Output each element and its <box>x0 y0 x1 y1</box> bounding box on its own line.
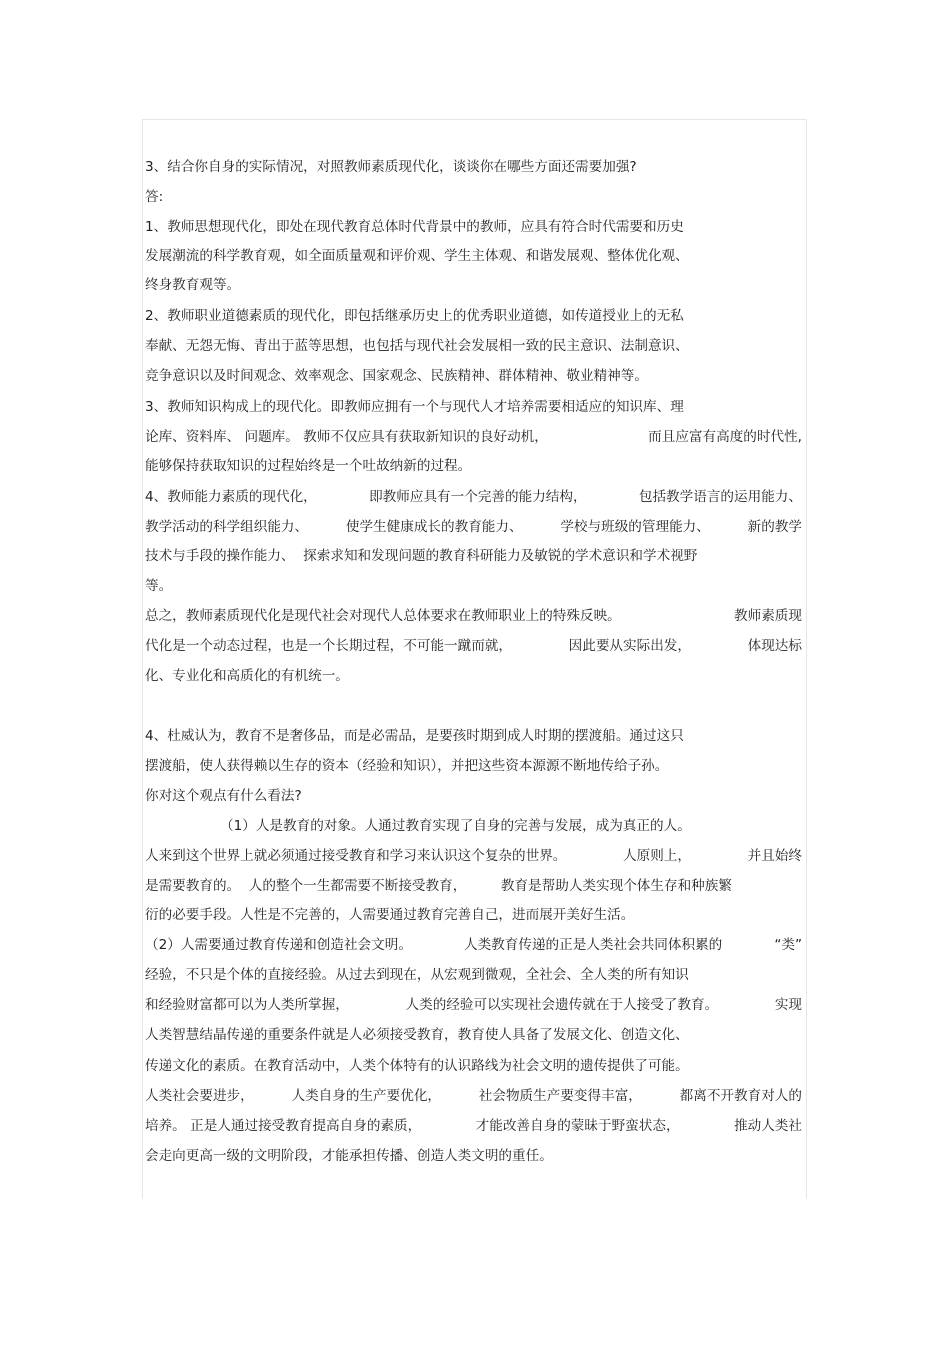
text-segment: “类” <box>774 937 802 953</box>
text-segment: 人类社会要进步， <box>145 1088 254 1104</box>
text-segment: 而且应富有高度的时代性, <box>648 429 802 445</box>
text-segment: 人类教育传递的正是人类社会共同体积累的 <box>463 937 723 953</box>
text-segment: 总之，教师素质现代化是现代社会对现代人总体要求在教师职业上的特殊反映。 <box>145 608 621 624</box>
q4-a3-line <box>145 1086 802 1106</box>
text-segment: 都离不开教育对人的 <box>679 1088 802 1104</box>
text-segment: 才能改善自身的蒙昧于野蛮状态， <box>475 1118 680 1134</box>
text-segment: 包括教学语言的运用能力、 <box>638 489 802 505</box>
text-segment: 推动人类社 <box>734 1118 802 1134</box>
text-segment: 教学活动的科学组织能力、 <box>145 519 309 535</box>
text-segment: 和经验财富都可以为人类所掌握， <box>145 997 349 1013</box>
text-segment: 人类自身的生产要优化， <box>291 1088 442 1104</box>
answer-label: 答: <box>145 189 164 205</box>
text-segment: 人原则上， <box>623 848 691 864</box>
q3-p4-line: 技术与手段的操作能力、 探索求知和发现问题的教育科研能力及敏锐的学术意识和学术视野 <box>145 548 698 564</box>
q3-summary-line <box>145 606 802 626</box>
q3-p2-line: 奉献、无怨无悔、青出于蓝等思想，也包括与现代社会发展相一致的民主意识、法制意识、 <box>145 338 689 354</box>
q4-a1-line <box>145 846 802 866</box>
text-segment: 培养。 正是人通过接受教育提高自身的素质， <box>145 1118 422 1134</box>
q4-a3-line <box>145 1116 802 1136</box>
text-segment: 即教师应具有一个完善的能力结构， <box>369 489 587 505</box>
text-segment: 4、教师能力素质的现代化， <box>145 489 317 505</box>
q4-a2-line: 经验，不只是个体的直接经验。从过去到现在，从宏观到微观，全社会、全人类的所有知识 <box>145 967 689 983</box>
question-4-line: 4、杜威认为，教育不是奢侈品，而是必需品，是要孩时期到成人时期的摆渡船。通过这只 <box>145 728 684 744</box>
text-segment: 因此要从实际出发， <box>568 638 691 654</box>
q4-a1-line: （1）人是教育的对象。人通过教育实现了自身的完善与发展，成为真正的人。 <box>220 818 691 834</box>
q3-p4-line <box>145 487 802 507</box>
q3-summary-line <box>145 636 802 656</box>
text-segment: 学校与班级的管理能力、 <box>560 519 710 535</box>
q3-p4-line <box>145 517 802 537</box>
text-segment: 教师素质现 <box>734 608 802 624</box>
q4-a1-line: 衍的必要手段。人性是不完善的，人需要通过教育完善自己，进而展开美好生活。 <box>145 907 635 923</box>
text-segment: 新的教学 <box>747 519 802 535</box>
q3-p3-line: 能够保持获取知识的过程始终是一个吐故纳新的过程。 <box>145 458 472 474</box>
q3-p3-line <box>145 427 802 447</box>
question-3: 3、结合你自身的实际情况，对照教师素质现代化，谈谈你在哪些方面还需要加强? <box>145 159 637 175</box>
q4-a2-line: 人类智慧结晶传递的重要条件就是人必须接受教育，教育使人具备了发展文化、创造文化、 <box>145 1027 689 1043</box>
text-segment: 实现 <box>774 997 802 1013</box>
q3-p3-line: 3、教师知识构成上的现代化。即教师应拥有一个与现代人才培养需要相适应的知识库、理 <box>145 399 684 415</box>
q4-a3-line: 会走向更高一级的文明阶段，才能承担传播、创造人类文明的重任。 <box>145 1148 553 1164</box>
q3-p2-line: 竞争意识以及时间观念、效率观念、国家观念、民族精神、群体精神、敬业精神等。 <box>145 368 648 384</box>
q3-p2-line: 2、教师职业道德素质的现代化，即包括继承历史上的优秀职业道德，如传道授业上的无私 <box>145 308 684 324</box>
question-4-line: 你对这个观点有什么看法? <box>145 788 302 804</box>
text-segment: 人来到这个世界上就必须通过接受教育和学习来认识这个复杂的世界。 <box>145 848 567 864</box>
q3-p1-line: 发展潮流的科学教育观，如全面质量观和评价观、学生主体观、和谐发展观、整体优化观、 <box>145 248 689 264</box>
q3-p1-line: 终身教育观等。 <box>145 277 241 293</box>
text-segment: 并且始终 <box>747 848 802 864</box>
q3-p4-line: 等。 <box>145 578 173 594</box>
text-segment: 社会物质生产要变得丰富， <box>478 1088 642 1104</box>
q3-summary-line: 化、专业化和高质化的有机统一。 <box>145 668 349 684</box>
q4-a2-line: 传递文化的素质。在教育活动中，人类个体特有的认识路线为社会文明的遗传提供了可能。 <box>145 1058 689 1074</box>
text-segment: 使学生健康成长的教育能力、 <box>345 519 523 535</box>
text-segment: 人类的经验可以实现社会遗传就在于人接受了教育。 <box>405 997 719 1013</box>
text-segment: 论库、资料库、 问题库。 教师不仅应具有获取新知识的良好动机， <box>145 429 548 445</box>
text-segment: 体现达标 <box>747 638 802 654</box>
text-segment: （2）人需要通过教育传递和创造社会文明。 <box>145 937 412 953</box>
q3-p1-line: 1、教师思想现代化，即处在现代教育总体时代背景中的教师，应具有符合时代需要和历史 <box>145 219 684 235</box>
question-4-line: 摆渡船，使人获得赖以生存的资本（经验和知识），并把这些资本源源不断地传给子孙。 <box>145 758 669 774</box>
q4-a2-line <box>145 935 802 955</box>
q4-a1-line: 是需要教育的。 人的整个一生都需要不断接受教育， 教育是帮助人类实现个体生存和种族繁 <box>145 878 732 894</box>
q4-a2-line <box>145 995 802 1015</box>
text-segment: 代化是一个动态过程，也是一个长期过程，不可能一蹴而就， <box>145 638 513 654</box>
